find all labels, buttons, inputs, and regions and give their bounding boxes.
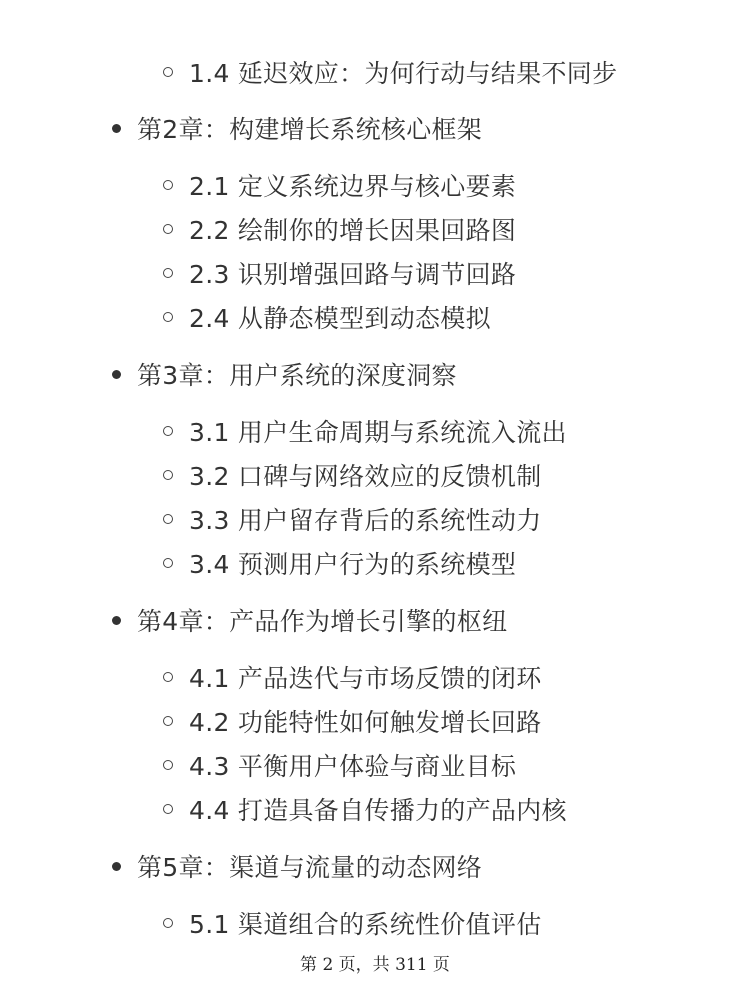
- toc-subsection-item: [163, 251, 516, 295]
- toc-item-text: 1.4 延迟效应：为何行动与结果不同步: [189, 59, 618, 88]
- toc-item-text: 第2章：构建增长系统核心框架: [137, 115, 483, 144]
- toc-subsection-item: [163, 901, 542, 945]
- circle-bullet-icon: [163, 268, 173, 278]
- toc-chapter-item: [112, 598, 507, 642]
- circle-bullet-icon: [163, 67, 173, 77]
- toc-item-text: 4.3 平衡用户体验与商业目标: [189, 752, 517, 781]
- toc-item-text: 4.4 打造具备自传播力的产品内核: [189, 796, 567, 825]
- circle-bullet-icon: [163, 514, 173, 524]
- page-number-footer: 第 2 页，共 311 页: [300, 955, 450, 975]
- toc-item-text: 第5章：渠道与流量的动态网络: [137, 853, 483, 882]
- circle-bullet-icon: [163, 760, 173, 770]
- toc-item-text: 3.2 口碑与网络效应的反馈机制: [189, 462, 542, 491]
- toc-subsection-item: [163, 497, 542, 541]
- toc-item-text: 3.3 用户留存背后的系统性动力: [189, 506, 542, 535]
- circle-bullet-icon: [163, 312, 173, 322]
- toc-item-text: 第3章：用户系统的深度洞察: [137, 361, 457, 390]
- toc-chapter-item: [112, 844, 482, 888]
- circle-bullet-icon: [163, 470, 173, 480]
- toc-chapter-item: [112, 106, 482, 150]
- disc-bullet-icon: [112, 862, 121, 871]
- toc-subsection-item: [163, 699, 542, 743]
- toc-subsection-item: [163, 787, 567, 831]
- toc-subsection-item: [163, 453, 542, 497]
- toc-item-text: 4.1 产品迭代与市场反馈的闭环: [189, 664, 542, 693]
- toc-subsection-item: [163, 541, 516, 585]
- disc-bullet-icon: [112, 616, 121, 625]
- toc-item-text: 3.4 预测用户行为的系统模型: [189, 550, 517, 579]
- toc-item-text: 4.2 功能特性如何触发增长回路: [189, 708, 542, 737]
- toc-item-text: 5.1 渠道组合的系统性价值评估: [189, 910, 542, 939]
- toc-subsection-item: [163, 409, 567, 453]
- circle-bullet-icon: [163, 426, 173, 436]
- toc-item-text: 第4章：产品作为增长引擎的枢纽: [137, 607, 508, 636]
- toc-item-text: 3.1 用户生命周期与系统流入流出: [189, 418, 567, 447]
- toc-subsection-item: [163, 207, 516, 251]
- toc-subsection-item: [163, 163, 516, 207]
- toc-subsection-item: [163, 295, 491, 339]
- circle-bullet-icon: [163, 804, 173, 814]
- toc-subsection-item: [163, 743, 516, 787]
- toc-item-text: 2.2 绘制你的增长因果回路图: [189, 216, 517, 245]
- disc-bullet-icon: [112, 124, 121, 133]
- circle-bullet-icon: [163, 716, 173, 726]
- circle-bullet-icon: [163, 224, 173, 234]
- toc-item-text: 2.1 定义系统边界与核心要素: [189, 172, 517, 201]
- toc-item-text: 2.4 从静态模型到动态模拟: [189, 304, 491, 333]
- toc-item-text: 2.3 识别增强回路与调节回路: [189, 260, 517, 289]
- toc-subsection-item: [163, 655, 542, 699]
- circle-bullet-icon: [163, 180, 173, 190]
- circle-bullet-icon: [163, 558, 173, 568]
- circle-bullet-icon: [163, 672, 173, 682]
- toc-chapter-item: [112, 352, 457, 396]
- circle-bullet-icon: [163, 918, 173, 928]
- disc-bullet-icon: [112, 370, 121, 379]
- toc-subsection-item: [163, 50, 617, 94]
